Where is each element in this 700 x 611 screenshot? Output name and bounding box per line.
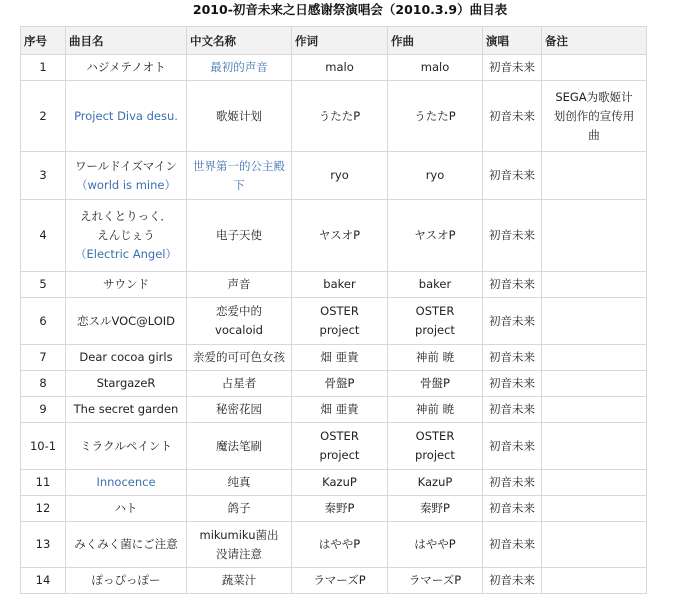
song-subtitle-link[interactable]: （Electric Angel）	[75, 247, 177, 261]
cell-cn: 声音	[187, 272, 292, 298]
cell-singer: 初音未来	[483, 55, 542, 81]
cell-music: ラマーズP	[388, 568, 483, 594]
cell-singer: 初音未来	[483, 470, 542, 496]
cell-note	[542, 470, 647, 496]
cell-music: はややP	[388, 522, 483, 568]
song-title: ワールドイズマイン	[74, 158, 178, 173]
table-row	[21, 397, 647, 423]
cell-no: 2	[21, 81, 66, 152]
cell-song: ハト	[66, 496, 187, 522]
cell-no: 9	[21, 397, 66, 423]
header-singer: 演唱	[483, 27, 542, 55]
cell-singer: 初音未来	[483, 345, 542, 371]
cell-lyrics: malo	[292, 55, 388, 81]
cell-lyrics: うたたP	[292, 81, 388, 152]
cell-lyrics: OSTER project	[292, 423, 388, 470]
table-row	[21, 55, 647, 81]
cell-no: 13	[21, 522, 66, 568]
header-cn-name: 中文名称	[187, 27, 292, 55]
table-row	[21, 496, 647, 522]
table-row	[21, 371, 647, 397]
cell-note	[542, 397, 647, 423]
cell-song: The secret garden	[66, 397, 187, 423]
cell-note	[542, 55, 647, 81]
cell-music: baker	[388, 272, 483, 298]
cell-song	[66, 152, 187, 200]
cell-lyrics: KazuP	[292, 470, 388, 496]
cell-lyrics: 骨盤P	[292, 371, 388, 397]
cell-music: OSTER project	[388, 423, 483, 470]
cell-music: 秦野P	[388, 496, 483, 522]
cell-note	[542, 345, 647, 371]
cell-cn: 歌姬计划	[187, 81, 292, 152]
table-row	[21, 568, 647, 594]
cell-no: 4	[21, 200, 66, 272]
cell-singer: 初音未来	[483, 200, 542, 272]
cell-note	[542, 371, 647, 397]
table-row	[21, 200, 647, 272]
song-title: えれくとりっく．えんじぇう	[80, 209, 172, 242]
cell-no: 14	[21, 568, 66, 594]
header-no: 序号	[21, 27, 66, 55]
cell-music: KazuP	[388, 470, 483, 496]
cell-song: みくみく菌にご注意	[66, 522, 187, 568]
cell-no: 5	[21, 272, 66, 298]
cell-lyrics: はややP	[292, 522, 388, 568]
cell-lyrics: OSTER project	[292, 298, 388, 345]
cell-singer: 初音未来	[483, 272, 542, 298]
header-note: 备注	[542, 27, 647, 55]
cell-song: サウンド	[66, 272, 187, 298]
cell-song: ハジメテノオト	[66, 55, 187, 81]
table-row	[21, 81, 647, 152]
cell-lyrics: ryo	[292, 152, 388, 200]
cell-singer: 初音未来	[483, 81, 542, 152]
table-row	[21, 470, 647, 496]
cell-song: ミラクルペイント	[66, 423, 187, 470]
table-row	[21, 522, 647, 568]
cell-cn: 鸽子	[187, 496, 292, 522]
table-row	[21, 152, 647, 200]
cell-cn: mikumiku菌出没请注意	[187, 522, 292, 568]
cell-cn: 蔬菜汁	[187, 568, 292, 594]
cell-cn: 秘密花园	[187, 397, 292, 423]
cell-song: 恋スルVOC@LOID	[66, 298, 187, 345]
cell-lyrics: ヤスオP	[292, 200, 388, 272]
cell-note	[542, 423, 647, 470]
cell-music: 神前 暁	[388, 397, 483, 423]
cell-singer: 初音未来	[483, 152, 542, 200]
cell-note	[542, 568, 647, 594]
cell-song-link[interactable]: Project Diva desu.	[66, 81, 187, 152]
page-title: 2010-初音未来之日感谢祭演唱会（2010.3.9）曲目表	[192, 2, 508, 17]
cell-song	[66, 200, 187, 272]
cell-note	[542, 522, 647, 568]
cell-note	[542, 152, 647, 200]
cell-no: 12	[21, 496, 66, 522]
cell-note	[542, 272, 647, 298]
cell-no: 8	[21, 371, 66, 397]
cell-music: うたたP	[388, 81, 483, 152]
cell-no: 6	[21, 298, 66, 345]
cell-music: ヤスオP	[388, 200, 483, 272]
header-music: 作曲	[388, 27, 483, 55]
cell-lyrics: ラマーズP	[292, 568, 388, 594]
cell-cn: 纯真	[187, 470, 292, 496]
cell-note	[542, 200, 647, 272]
cell-singer: 初音未来	[483, 298, 542, 345]
cell-singer: 初音未来	[483, 568, 542, 594]
cell-music: OSTER project	[388, 298, 483, 345]
cell-note	[542, 298, 647, 345]
cell-cn-link[interactable]: 世界第一的公主殿下	[187, 152, 292, 200]
setlist-table	[20, 26, 647, 594]
cell-music: ryo	[388, 152, 483, 200]
header-lyrics: 作词	[292, 27, 388, 55]
table-header-row	[21, 27, 647, 55]
cell-lyrics: 畑 亜貴	[292, 397, 388, 423]
cell-cn: 魔法笔刷	[187, 423, 292, 470]
cell-cn: 电子天使	[187, 200, 292, 272]
cell-singer: 初音未来	[483, 371, 542, 397]
cell-singer: 初音未来	[483, 423, 542, 470]
cell-singer: 初音未来	[483, 397, 542, 423]
cell-no: 1	[21, 55, 66, 81]
cell-note: SEGA为歌姬计划创作的宣传用曲	[542, 81, 647, 152]
cell-music: 神前 暁	[388, 345, 483, 371]
cell-song: StargazeR	[66, 371, 187, 397]
cell-music: malo	[388, 55, 483, 81]
cell-cn: 恋爱中的vocaloid	[187, 298, 292, 345]
cell-no: 11	[21, 470, 66, 496]
cell-lyrics: 畑 亜貴	[292, 345, 388, 371]
cell-music: 骨盤P	[388, 371, 483, 397]
header-song: 曲目名	[66, 27, 187, 55]
cell-note	[542, 496, 647, 522]
table-row	[21, 272, 647, 298]
cell-no: 3	[21, 152, 66, 200]
cell-no: 7	[21, 345, 66, 371]
cell-no: 10-1	[21, 423, 66, 470]
cell-song: ぽっぴっぽー	[66, 568, 187, 594]
cell-singer: 初音未来	[483, 496, 542, 522]
cell-singer: 初音未来	[483, 522, 542, 568]
song-subtitle-link[interactable]: （world is mine）	[76, 177, 176, 192]
cell-song-link[interactable]: Innocence	[66, 470, 187, 496]
cell-cn-link[interactable]: 最初的声音	[187, 55, 292, 81]
cell-cn: 占星者	[187, 371, 292, 397]
cell-cn: 亲爱的可可色女孩	[187, 345, 292, 371]
table-row	[21, 345, 647, 371]
cell-lyrics: 秦野P	[292, 496, 388, 522]
table-row	[21, 423, 647, 470]
cell-lyrics: baker	[292, 272, 388, 298]
cell-song: Dear cocoa girls	[66, 345, 187, 371]
table-row	[21, 298, 647, 345]
